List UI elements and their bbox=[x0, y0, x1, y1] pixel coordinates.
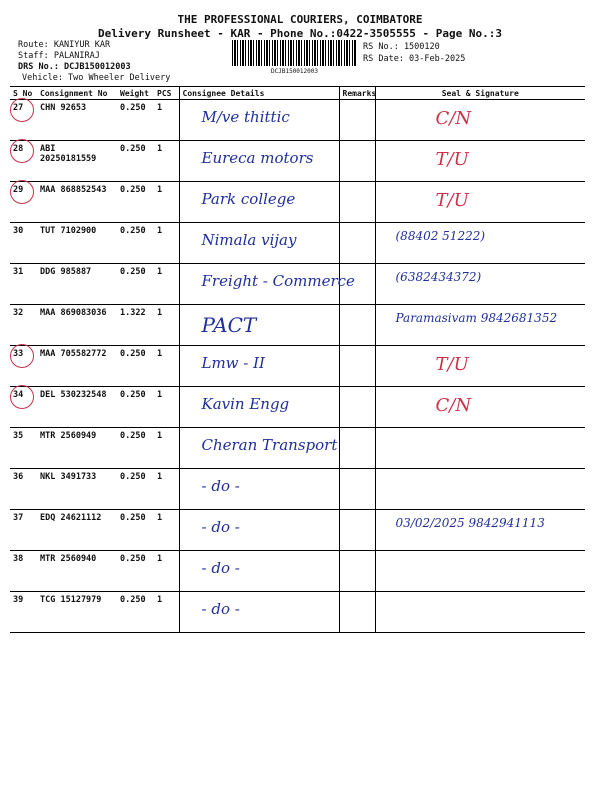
row-consignee-details bbox=[179, 551, 339, 592]
handwritten-consignee: Kavin Engg bbox=[201, 395, 290, 413]
row-sno bbox=[10, 182, 37, 223]
row-pcs: 1 bbox=[154, 305, 179, 346]
row-consignee-details bbox=[179, 305, 339, 346]
row-seal-signature bbox=[375, 551, 585, 592]
row-seal-signature bbox=[375, 141, 585, 182]
row-pcs: 1 bbox=[154, 592, 179, 633]
row-consignee-details bbox=[179, 141, 339, 182]
row-sno bbox=[10, 264, 37, 305]
row-seal-signature bbox=[375, 223, 585, 264]
ink-circle-mark bbox=[10, 139, 34, 163]
vehicle-label: Vehicle: Two Wheeler Delivery bbox=[22, 73, 171, 83]
col-weight: Weight bbox=[117, 87, 154, 100]
row-consignee-details bbox=[179, 223, 339, 264]
ink-circle-mark bbox=[10, 180, 34, 204]
handwritten-consignee: Nimala vijay bbox=[201, 231, 297, 249]
handwritten-consignee: - do - bbox=[201, 477, 240, 495]
row-consignment-no: MTR 2560940 bbox=[37, 551, 117, 592]
handwritten-consignee: Cheran Transport bbox=[201, 436, 338, 454]
serial-number: 28 bbox=[13, 144, 24, 154]
serial-number: 39 bbox=[13, 595, 24, 605]
row-remarks bbox=[339, 510, 375, 551]
serial-number: 38 bbox=[13, 554, 24, 564]
table-row bbox=[10, 346, 585, 387]
table-row bbox=[10, 305, 585, 346]
table-header-row bbox=[10, 87, 585, 100]
table-row bbox=[10, 264, 585, 305]
row-remarks bbox=[339, 182, 375, 223]
row-weight: 0.250 bbox=[117, 469, 154, 510]
serial-number: 29 bbox=[13, 185, 24, 195]
row-weight: 0.250 bbox=[117, 223, 154, 264]
table-row bbox=[10, 551, 585, 592]
row-remarks bbox=[339, 264, 375, 305]
row-seal-signature bbox=[375, 305, 585, 346]
handwritten-signature: Paramasivam 9842681352 bbox=[395, 311, 558, 325]
col-consignee-details: Consignee Details bbox=[179, 87, 339, 100]
row-remarks bbox=[339, 592, 375, 633]
row-consignee-details bbox=[179, 387, 339, 428]
row-seal-signature bbox=[375, 428, 585, 469]
row-weight: 0.250 bbox=[117, 100, 154, 141]
row-pcs: 1 bbox=[154, 182, 179, 223]
serial-number: 30 bbox=[13, 226, 24, 236]
row-seal-signature bbox=[375, 469, 585, 510]
row-seal-signature bbox=[375, 182, 585, 223]
row-consignment-no: ABI 20250181559 bbox=[37, 141, 117, 182]
row-weight: 0.250 bbox=[117, 592, 154, 633]
row-seal-signature bbox=[375, 592, 585, 633]
drs-number: DRS No.: DCJB150012003 bbox=[18, 62, 131, 72]
row-remarks bbox=[339, 469, 375, 510]
row-sno bbox=[10, 305, 37, 346]
row-consignee-details bbox=[179, 182, 339, 223]
row-consignment-no: TCG 15127979 bbox=[37, 592, 117, 633]
row-weight: 0.250 bbox=[117, 264, 154, 305]
row-remarks bbox=[339, 305, 375, 346]
handwritten-signature: C/N bbox=[435, 395, 472, 416]
handwritten-consignee: Lmw - II bbox=[201, 354, 265, 372]
row-consignee-details bbox=[179, 100, 339, 141]
row-weight: 0.250 bbox=[117, 428, 154, 469]
handwritten-signature: T/U bbox=[435, 149, 469, 170]
barcode bbox=[232, 40, 357, 66]
staff-label: Staff: PALANIRAJ bbox=[18, 51, 100, 61]
row-remarks bbox=[339, 100, 375, 141]
handwritten-signature: (88402 51222) bbox=[395, 229, 486, 243]
handwritten-signature: 03/02/2025 9842941113 bbox=[395, 516, 545, 530]
row-seal-signature bbox=[375, 264, 585, 305]
row-pcs: 1 bbox=[154, 510, 179, 551]
handwritten-consignee: - do - bbox=[201, 518, 240, 536]
page-title: THE PROFESSIONAL COURIERS, COIMBATORE bbox=[177, 13, 423, 26]
row-consignee-details bbox=[179, 592, 339, 633]
table-row bbox=[10, 223, 585, 264]
row-sno bbox=[10, 387, 37, 428]
row-pcs: 1 bbox=[154, 223, 179, 264]
ink-circle-mark bbox=[10, 344, 34, 368]
serial-number: 33 bbox=[13, 349, 24, 359]
row-sno bbox=[10, 100, 37, 141]
row-pcs: 1 bbox=[154, 428, 179, 469]
table-row bbox=[10, 428, 585, 469]
row-consignment-no: DDG 985887 bbox=[37, 264, 117, 305]
row-consignee-details bbox=[179, 469, 339, 510]
row-consignee-details bbox=[179, 346, 339, 387]
page-subtitle: Delivery Runsheet - KAR - Phone No.:0422-3505555 - Page No.:3 bbox=[98, 27, 502, 40]
serial-number: 27 bbox=[13, 103, 24, 113]
col-pcs: PCS bbox=[154, 87, 179, 100]
row-pcs: 1 bbox=[154, 346, 179, 387]
ink-circle-mark bbox=[10, 98, 34, 122]
row-consignment-no: MAA 869083036 bbox=[37, 305, 117, 346]
handwritten-consignee: M/ve thittic bbox=[201, 108, 290, 126]
row-sno bbox=[10, 141, 37, 182]
ink-circle-mark bbox=[10, 385, 34, 409]
row-consignment-no: NKL 3491733 bbox=[37, 469, 117, 510]
row-pcs: 1 bbox=[154, 100, 179, 141]
row-consignee-details bbox=[179, 264, 355, 305]
serial-number: 36 bbox=[13, 472, 24, 482]
row-remarks bbox=[339, 346, 375, 387]
runsheet-table bbox=[10, 86, 585, 633]
table-row bbox=[10, 387, 585, 428]
handwritten-signature: C/N bbox=[435, 108, 472, 129]
row-weight: 0.250 bbox=[117, 346, 154, 387]
rs-number: RS No.: 1500120 bbox=[363, 42, 440, 52]
serial-number: 31 bbox=[13, 267, 24, 277]
handwritten-consignee: Park college bbox=[201, 190, 296, 208]
row-seal-signature bbox=[375, 510, 585, 551]
row-sno bbox=[10, 510, 37, 551]
handwritten-consignee: - do - bbox=[201, 559, 240, 577]
row-remarks bbox=[339, 141, 375, 182]
row-weight: 1.322 bbox=[117, 305, 154, 346]
row-sno bbox=[10, 428, 37, 469]
row-remarks bbox=[339, 551, 375, 592]
handwritten-signature: (6382434372) bbox=[395, 270, 482, 284]
handwritten-signature: T/U bbox=[435, 190, 469, 211]
row-sno bbox=[10, 346, 37, 387]
col-consignment: Consignment No bbox=[37, 87, 117, 100]
row-weight: 0.250 bbox=[117, 182, 154, 223]
handwritten-consignee: Freight - Commerce bbox=[201, 272, 355, 290]
row-weight: 0.250 bbox=[117, 387, 154, 428]
handwritten-signature: T/U bbox=[435, 354, 469, 375]
serial-number: 37 bbox=[13, 513, 24, 523]
row-sno bbox=[10, 592, 37, 633]
row-pcs: 1 bbox=[154, 469, 179, 510]
handwritten-consignee: Eureca motors bbox=[201, 149, 314, 167]
col-seal-signature: Seal & Signature bbox=[375, 87, 585, 100]
table-row bbox=[10, 182, 585, 223]
row-weight: 0.250 bbox=[117, 551, 154, 592]
row-pcs: 1 bbox=[154, 551, 179, 592]
row-weight: 0.250 bbox=[117, 141, 154, 182]
row-pcs: 1 bbox=[154, 387, 179, 428]
row-remarks bbox=[339, 428, 375, 469]
table-row bbox=[10, 592, 585, 633]
row-sno bbox=[10, 469, 37, 510]
row-consignment-no: DEL 530232548 bbox=[37, 387, 117, 428]
handwritten-consignee: - do - bbox=[201, 600, 240, 618]
row-consignment-no: MTR 2560949 bbox=[37, 428, 117, 469]
row-consignee-details bbox=[179, 510, 339, 551]
table-row bbox=[10, 510, 585, 551]
row-consignment-no: CHN 92653 bbox=[37, 100, 117, 141]
serial-number: 32 bbox=[13, 308, 24, 318]
row-seal-signature bbox=[375, 100, 585, 141]
row-consignment-no: TUT 7102900 bbox=[37, 223, 117, 264]
col-sno: S No bbox=[10, 87, 37, 100]
handwritten-consignee: PACT bbox=[201, 313, 257, 337]
row-sno bbox=[10, 551, 37, 592]
rs-date: RS Date: 03-Feb-2025 bbox=[363, 54, 466, 64]
row-pcs: 1 bbox=[154, 264, 179, 305]
route-label: Route: KANIYUR KAR bbox=[18, 40, 111, 50]
row-seal-signature bbox=[375, 346, 585, 387]
barcode-text: DCJB150012003 bbox=[271, 68, 318, 75]
table-row bbox=[10, 100, 585, 141]
row-weight: 0.250 bbox=[117, 510, 154, 551]
row-remarks bbox=[339, 387, 375, 428]
row-sno bbox=[10, 223, 37, 264]
col-remarks: Remarks bbox=[339, 87, 375, 100]
row-consignment-no: MAA 868852543 bbox=[37, 182, 117, 223]
serial-number: 35 bbox=[13, 431, 24, 441]
row-consignment-no: EDQ 24621112 bbox=[37, 510, 117, 551]
table-row bbox=[10, 141, 585, 182]
row-consignee-details bbox=[179, 428, 339, 469]
table-row bbox=[10, 469, 585, 510]
serial-number: 34 bbox=[13, 390, 24, 400]
row-consignment-no: MAA 705582772 bbox=[37, 346, 117, 387]
row-seal-signature bbox=[375, 387, 585, 428]
row-remarks bbox=[339, 223, 375, 264]
row-pcs: 1 bbox=[154, 141, 179, 182]
